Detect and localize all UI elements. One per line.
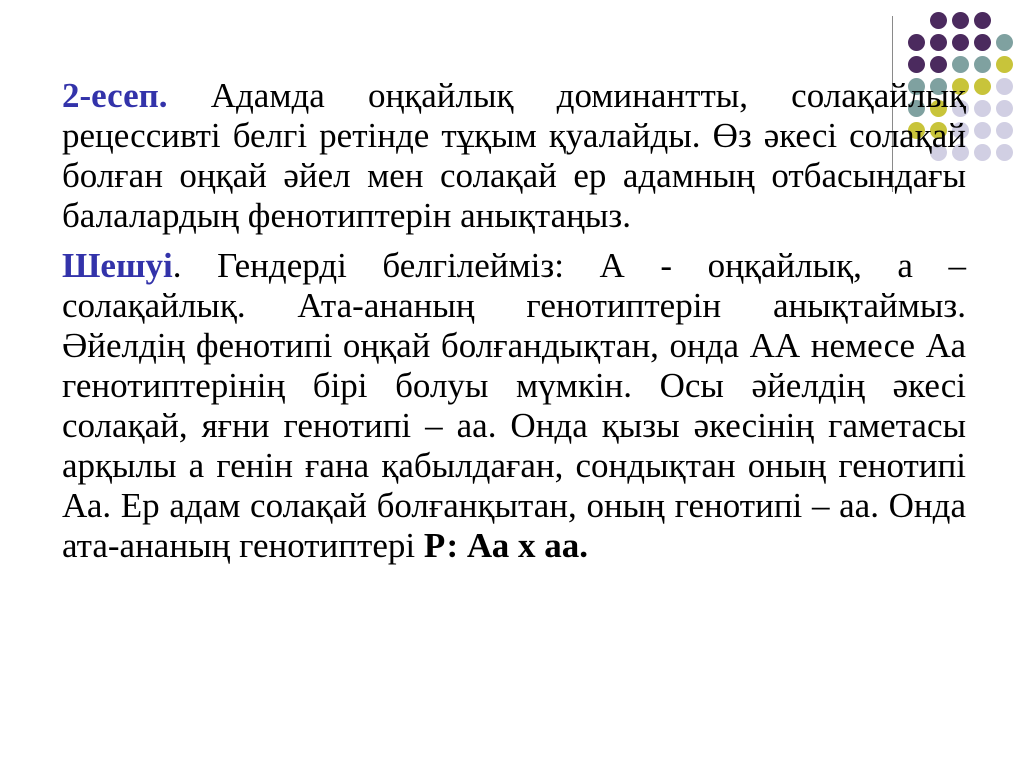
- dot-purple: [930, 34, 947, 51]
- dot-olive: [974, 78, 991, 95]
- dot-purple: [908, 56, 925, 73]
- solution-text: . Гендерді белгілейміз: А - оңқайлық, а – солақайлық. Ата-ананың генотиптерін анықтаймыз. Әйелдің фенотипі оңқай болғандықтан, онда АА немесе Аа генотиптерінің бірі болуы мүмкін. Осы әйелдің әкесі солақай, яғни генотипі – аа. Онда қызы әкесінің гаметасы арқылы а генін ғана қабылдаған, сондықтан оның генотипі Аа. Ер адам солақай болғанқытан, оның генотипі – аа. Онда ата-ананың генотиптері: [62, 246, 966, 565]
- dot-lavender: [974, 122, 991, 139]
- dot-lavender: [996, 78, 1013, 95]
- dot-olive: [996, 56, 1013, 73]
- dot-lavender: [996, 144, 1013, 161]
- problem-label: 2-есеп.: [62, 76, 168, 115]
- dot-purple: [974, 12, 991, 29]
- dot-teal: [952, 56, 969, 73]
- dot-teal: [996, 34, 1013, 51]
- dot-lavender: [996, 122, 1013, 139]
- solution-result: Р: Аа х аа.: [423, 526, 588, 565]
- dot-lavender: [996, 100, 1013, 117]
- problem-text: Адамда оңқайлық доминантты, солақайлық рецессивті белгі ретінде тұқым қуалайды. Өз әкесі солақай болған оңқай әйел мен солақай ер адамның отбасындағы балалардың фенотиптерін анықтаңыз.: [62, 76, 966, 235]
- problem-paragraph: [62, 76, 966, 236]
- slide-body: [62, 76, 966, 576]
- solution-label: Шешуі: [62, 246, 173, 285]
- dot-purple: [908, 34, 925, 51]
- solution-paragraph: [62, 246, 966, 566]
- dot-purple: [930, 12, 947, 29]
- dot-lavender: [974, 100, 991, 117]
- dot-lavender: [974, 144, 991, 161]
- dot-purple: [930, 56, 947, 73]
- dot-purple: [952, 34, 969, 51]
- dot-teal: [974, 56, 991, 73]
- dot-purple: [952, 12, 969, 29]
- dot-purple: [974, 34, 991, 51]
